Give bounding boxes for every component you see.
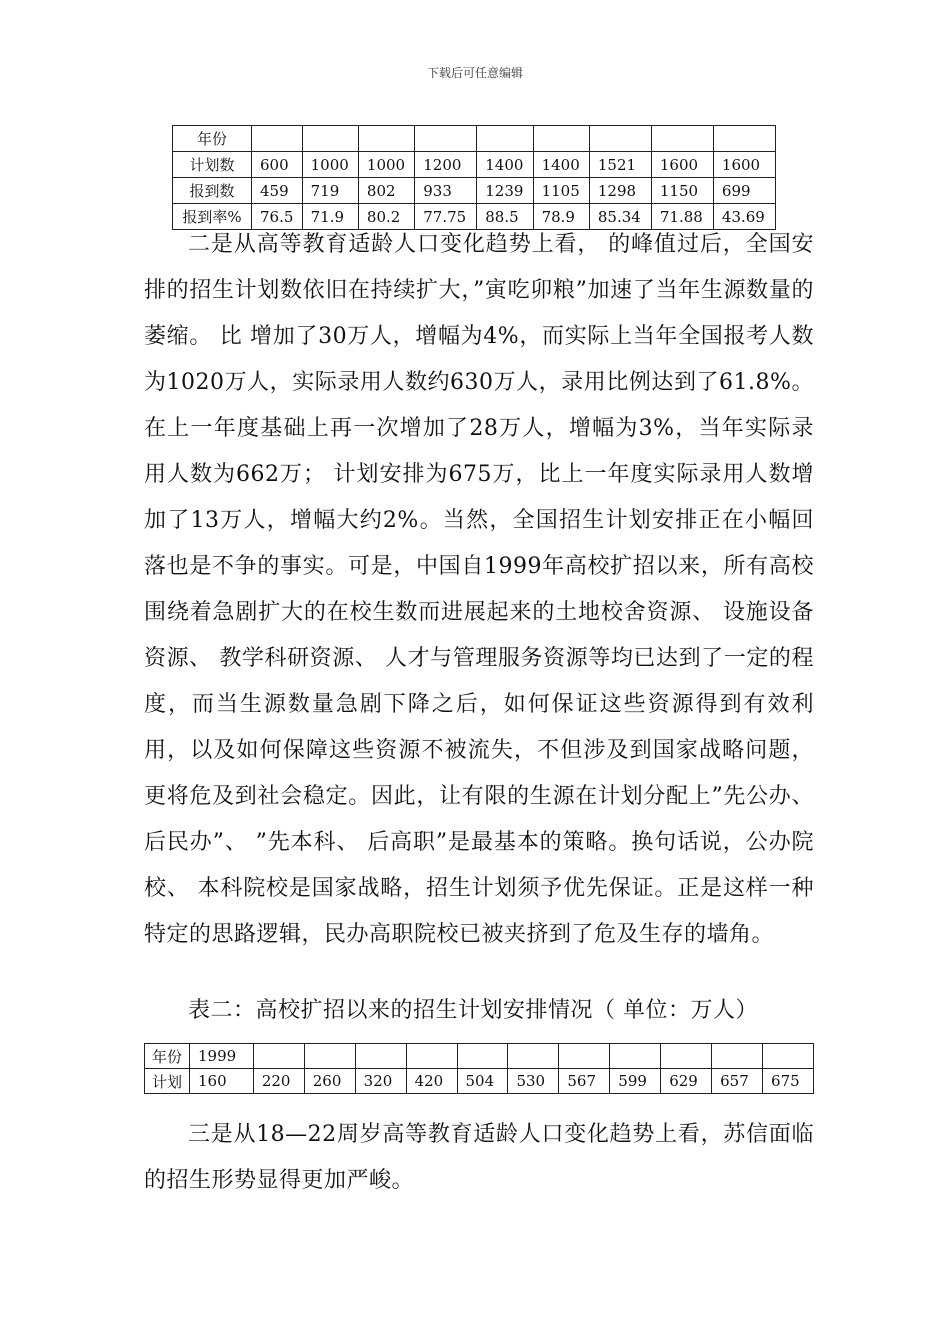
table-cell <box>533 126 589 152</box>
table-cell: 719 <box>302 178 358 204</box>
table-cell: 1200 <box>415 152 477 178</box>
table-cell: 71.88 <box>651 204 713 230</box>
table-cell: 1298 <box>589 178 651 204</box>
table-cell: 78.9 <box>533 204 589 230</box>
row-label: 报到数 <box>173 178 252 204</box>
table-cell <box>661 1044 712 1069</box>
table-cell: 76.5 <box>252 204 303 230</box>
table-cell <box>302 126 358 152</box>
table-cell: 80.2 <box>358 204 414 230</box>
table-cell: 71.9 <box>302 204 358 230</box>
table-cell <box>763 1044 814 1069</box>
table-cell: 160 <box>190 1069 254 1094</box>
table-cell: 459 <box>252 178 303 204</box>
row-label: 报到率% <box>173 204 252 230</box>
table-cell: 1999 <box>190 1044 254 1069</box>
table-cell <box>559 1044 610 1069</box>
table-cell: 504 <box>457 1069 508 1094</box>
table-row <box>145 1044 814 1069</box>
row-label: 计划 <box>145 1069 190 1094</box>
table-row <box>173 152 776 178</box>
table-cell: 260 <box>304 1069 355 1094</box>
table-caption: 表二：高校扩招以来的招生计划安排情况（ 单位：万人） <box>188 998 758 1023</box>
table-row <box>145 1069 814 1094</box>
table-cell: 629 <box>661 1069 712 1094</box>
table-cell: 1400 <box>533 152 589 178</box>
table-cell <box>304 1044 355 1069</box>
enrollment-table <box>172 125 776 230</box>
table-cell <box>712 1044 763 1069</box>
table-cell <box>651 126 713 152</box>
table-cell: 1000 <box>358 152 414 178</box>
table-cell <box>253 1044 304 1069</box>
table-cell: 85.34 <box>589 204 651 230</box>
table-cell: 43.69 <box>713 204 775 230</box>
table-cell <box>610 1044 661 1069</box>
table-cell: 1600 <box>713 152 775 178</box>
table-cell: 699 <box>713 178 775 204</box>
table-cell <box>358 126 414 152</box>
table-cell <box>508 1044 559 1069</box>
table-cell: 657 <box>712 1069 763 1094</box>
table-cell <box>477 126 533 152</box>
table-cell <box>406 1044 457 1069</box>
enrollment-plan-table <box>144 1043 814 1094</box>
body-paragraph: 二是从高等教育适龄人口变化趋势上看， 的峰值过后，全国安排的招生计划数依旧在持续扩大，”寅吃卯粮”加速了当年生源数量的萎缩。 比 增加了30万人，增幅为4%，而实际上当年全国报考人数为1020万人，实际录用人数约630万人，录用比例达到了61.8%。 在上一年度基础上再一次增加了28万人，增幅为3%，当年实际录用人数为662万； 计划安排为675万，比上一年度实际录用人数增加了13万人，增幅大约2%。当然，全国招生计划安排正在小幅回落也是不争的事实。可是，中国自1999年高校扩招以来，所有高校围绕着急剧扩大的在校生数而进展起来的土地校舍资源、 设施设备资源、 教学科研资源、 人才与管理服务资源等均已达到了一定的程度，而当生源数量急剧下降之后，如何保证这些资源得到有效利用，以及如何保障这些资源不被流失，不但涉及到国家战略问题，更将危及到社会稳定。因此，让有限的生源在计划分配上”先公办、 后民办”、 ”先本科、 后高职”是最基本的策略。换句话说，公办院校、 本科院校是国家战略，招生计划须予优先保证。正是这样一种特定的思路逻辑，民办高职院校已被夹挤到了危及生存的墙角。 <box>144 232 814 947</box>
table-cell <box>589 126 651 152</box>
table-cell <box>713 126 775 152</box>
row-label: 年份 <box>145 1044 190 1069</box>
table-cell: 675 <box>763 1069 814 1094</box>
body-paragraph: 三是从18—22周岁高等教育适龄人口变化趋势上看，苏信面临的招生形势显得更加严峻。 <box>144 1122 814 1193</box>
table-row <box>173 178 776 204</box>
table-cell: 600 <box>252 152 303 178</box>
table-cell: 599 <box>610 1069 661 1094</box>
table-cell: 88.5 <box>477 204 533 230</box>
table-cell: 320 <box>355 1069 406 1094</box>
table-cell: 530 <box>508 1069 559 1094</box>
table-cell: 1239 <box>477 178 533 204</box>
table-cell: 220 <box>253 1069 304 1094</box>
row-label: 计划数 <box>173 152 252 178</box>
table-cell: 1600 <box>651 152 713 178</box>
table-cell: 420 <box>406 1069 457 1094</box>
table-cell: 933 <box>415 178 477 204</box>
table-cell: 1521 <box>589 152 651 178</box>
table-cell: 77.75 <box>415 204 477 230</box>
table-cell <box>415 126 477 152</box>
table-row <box>173 126 776 152</box>
table-cell: 1150 <box>651 178 713 204</box>
table-cell <box>252 126 303 152</box>
table-cell: 1400 <box>477 152 533 178</box>
table-cell <box>457 1044 508 1069</box>
table-cell: 567 <box>559 1069 610 1094</box>
table-cell: 802 <box>358 178 414 204</box>
page-header: 下载后可任意编辑 <box>426 66 523 80</box>
table-cell <box>355 1044 406 1069</box>
table-cell: 1000 <box>302 152 358 178</box>
table-cell: 1105 <box>533 178 589 204</box>
row-label: 年份 <box>173 126 252 152</box>
